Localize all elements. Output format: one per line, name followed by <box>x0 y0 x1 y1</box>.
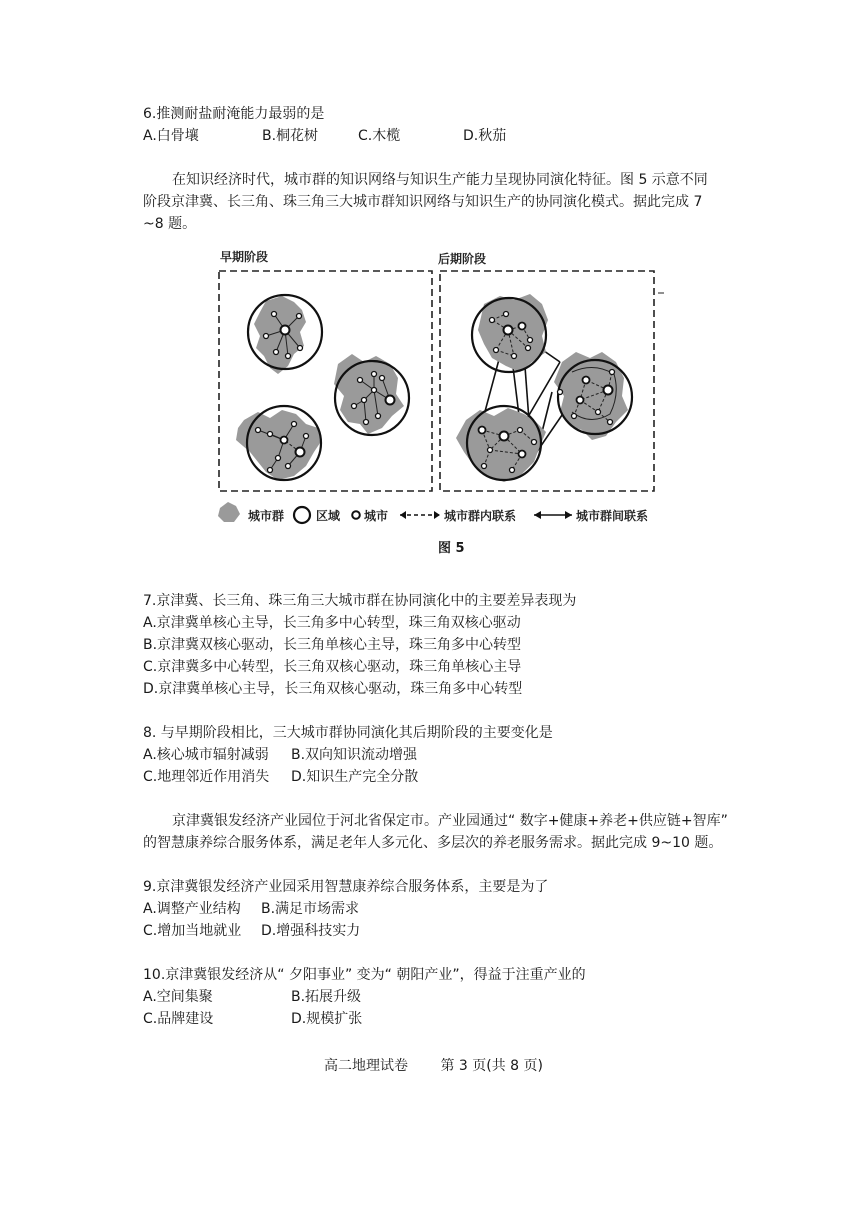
panel-early-title: 早期阶段 <box>220 250 269 264</box>
q9-option-a: A.调整产业结构 <box>143 901 241 917</box>
passage1-line1: 在知识经济时代，城市群的知识网络与知识生产能力呈现协同演化特征。图 5 示意不同 <box>172 172 708 188</box>
q8-stem: 8. 与早期阶段相比，三大城市群协同演化其后期阶段的主要变化是 <box>143 725 553 741</box>
q7-option-d: D.京津冀单核心主导，长三角双核心驱动，珠三角多中心转型 <box>143 681 523 697</box>
q8-option-b: B.双向知识流动增强 <box>291 747 418 763</box>
q7-stem: 7.京津冀、长三角、珠三角三大城市群在协同演化中的主要差异表现为 <box>143 593 577 609</box>
q10-option-c: C.品牌建设 <box>143 1011 214 1027</box>
legend-cluster-label: 城市群 <box>248 509 285 523</box>
q10-option-d: D.规模扩张 <box>291 1011 363 1027</box>
q10-stem: 10.京津冀银发经济从“ 夕阳事业” 变为“ 朝阳产业”，得益于注重产业的 <box>143 967 586 983</box>
q6-option-a: A.白骨壤 <box>143 128 199 144</box>
legend-intra-label: 城市群内联系 <box>444 509 517 523</box>
footer-title: 高二地理试卷 <box>324 1058 408 1074</box>
passage2-line1: 京津冀银发经济产业园位于河北省保定市。产业园通过“ 数字+健康+养老+供应链+智库” <box>172 813 728 829</box>
figure-caption: 图 5 <box>438 541 465 556</box>
q9-option-d: D.增强科技实力 <box>261 923 361 939</box>
passage1-line3: ~8 题。 <box>143 216 197 232</box>
q8-option-a: A.核心城市辐射减弱 <box>143 747 269 763</box>
q9-option-c: C.增加当地就业 <box>143 923 242 939</box>
legend-region-label: 区域 <box>316 509 341 523</box>
passage2-line2: 的智慧康养综合服务体系，满足老年人多元化、多层次的养老服务需求。据此完成 9~10 题。 <box>143 835 723 851</box>
legend-region-swatch <box>294 507 310 523</box>
q8-option-d: D.知识生产完全分散 <box>291 769 419 785</box>
figure-5 <box>214 244 666 532</box>
q10-option-b: B.拓展升级 <box>291 989 362 1005</box>
passage1-line2: 阶段京津冀、长三角、珠三角三大城市群知识网络与知识生产的协同演化模式。据此完成 7 <box>143 194 703 210</box>
legend-city-label: 城市 <box>364 509 389 523</box>
legend-city-swatch <box>352 511 360 519</box>
panel-late-title: 后期阶段 <box>438 252 487 266</box>
legend <box>218 502 648 523</box>
q9-stem: 9.京津冀银发经济产业园采用智慧康养综合服务体系，主要是为了 <box>143 879 549 895</box>
q7-option-c: C.京津冀多中心转型，长三角双核心驱动，珠三角单核心主导 <box>143 659 522 675</box>
footer-page-number: 第 3 页(共 8 页) <box>440 1058 543 1074</box>
q6-option-b: B.桐花树 <box>262 128 319 144</box>
page-footer <box>0 1055 867 1075</box>
q6-option-c: C.木榄 <box>358 128 401 144</box>
figure-5-diagram <box>214 244 666 532</box>
legend-inter-label: 城市群间联系 <box>576 509 649 523</box>
cluster-shape <box>254 296 306 374</box>
q7-option-b: B.京津冀双核心驱动，长三角单核心主导，珠三角多中心转型 <box>143 637 522 653</box>
q6-option-d: D.秋茄 <box>463 128 507 144</box>
q6-stem: 6.推测耐盐耐淹能力最弱的是 <box>143 106 325 122</box>
q10-option-a: A.空间集聚 <box>143 989 213 1005</box>
legend-cluster-swatch <box>218 502 240 522</box>
q8-option-c: C.地理邻近作用消失 <box>143 769 270 785</box>
q7-option-a: A.京津冀单核心主导，长三角多中心转型，珠三角双核心驱动 <box>143 615 521 631</box>
q9-option-b: B.满足市场需求 <box>261 901 360 917</box>
